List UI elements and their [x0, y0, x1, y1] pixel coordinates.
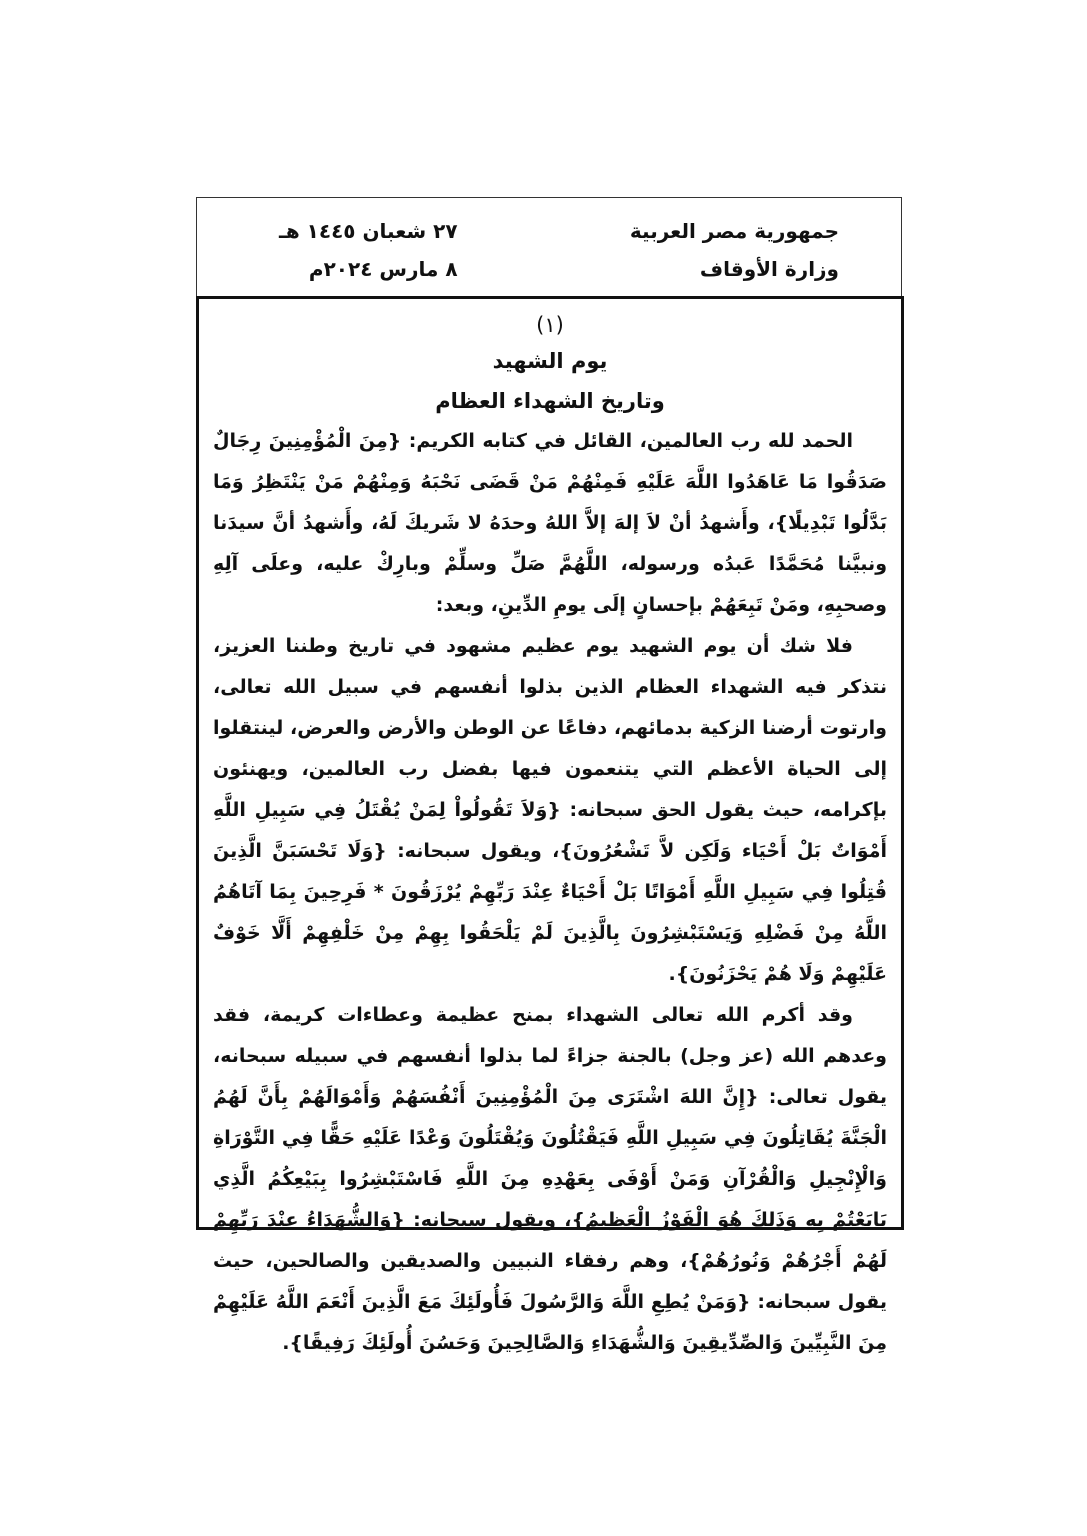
document-header — [196, 197, 902, 297]
section-number: (١) — [536, 313, 564, 337]
document-body — [196, 296, 904, 1354]
date-block — [279, 212, 458, 288]
issuer-block — [630, 212, 839, 288]
country-name: جمهورية مصر العربية — [629, 219, 839, 243]
gregorian-date: ٨ مارس ٢٠٢٤م — [308, 257, 458, 281]
paragraph-intro: الحمد لله رب العالمين، القائل في كتابه الكريم: {مِنَ الْمُؤْمِنِينَ رِجَالٌ صَدَقُوا مَا عَاهَدُوا اللَّهَ عَلَيْهِ فَمِنْهُمْ مَنْ قَضَى نَحْبَهُ وَمِنْهُمْ مَنْ يَنْتَظِرُ وَمَا بَدَّلُوا تَبْدِيلًا}، وأَشهدُ أنْ لاَ إلهَ إلاَّ اللهُ وحدَهُ لا شَريكَ لَهُ، وأَشهدُ أنَّ سيدَنا ونبيَّنا مُحَمَّدًا عَبدُه ورسوله، اللَّهُمَّ صَلِّ وسلِّمْ وبارِكْ عليه، وعلَى آلِهِ وصحبِهِ، ومَنْ تَبِعَهُمْ بإحسانٍ إلَى يومِ الدِّينِ، وبعد: — [213, 430, 887, 616]
hijri-date: ٢٧ شعبان ١٤٤٥ هـ — [279, 219, 458, 243]
document-title: يوم الشهيد — [492, 349, 608, 373]
ministry-name: وزارة الأوقاف — [699, 257, 839, 281]
paragraph-martyrs-honor: وقد أكرم الله تعالى الشهداء بمنح عظيمة وعطاءات كريمة، فقد وعدهم الله (عز وجل) بالجنة جزاءً لما بذلوا أنفسهم في سبيله سبحانه، يقول تعالى: {إِنَّ اللهَ اشْتَرَى مِنَ الْمُؤْمِنِينَ أَنْفُسَهُمْ وَأَمْوَالَهُمْ بِأَنَّ لَهُمُ الْجَنَّةَ يُقَاتِلُونَ فِي سَبِيلِ اللَّهِ فَيَقْتُلُونَ وَيُقْتَلُونَ وَعْدًا عَلَيْهِ حَقًّا فِي التَّوْرَاةِ وَالْإِنْجِيلِ وَالْقُرْآنِ وَمَنْ أَوْفَى بِعَهْدِهِ مِنَ اللَّهِ فَاسْتَبْشِرُوا بِبَيْعِكُمُ الَّذِي بَايَعْتُمْ بِهِ وَذَلِكَ هُوَ الْفَوْزُ الْعَظِيمُ}، ويقول سبحانه: {وَالشُّهَدَاءُ عِنْدَ رَبِّهِمْ لَهُمْ أَجْرُهُمْ وَنُورُهُمْ}، وهم رفقاء النبيين والصديقين والصالحين، حيث يقول سبحانه: {وَمَنْ يُطِعِ اللَّهَ وَالرَّسُولَ فَأُولَئِكَ مَعَ الَّذِينَ أَنْعَمَ اللَّهُ عَلَيْهِمْ مِنَ النَّبِيِّينَ وَالصِّدِّيقِينَ وَالشُّهَدَاءِ وَالصَّالِحِينَ وَحَسُنَ أُولَئِكَ رَفِيقًا}. — [213, 1004, 887, 1354]
document-subtitle: وتاريخ الشهداء العظام — [435, 389, 665, 413]
paragraph-martyrs-day: فلا شك أن يوم الشهيد يوم عظيم مشهود في تاريخ وطننا العزيز، نتذكر فيه الشهداء العظام الذين بذلوا أنفسهم في سبيل الله تعالى، وارتوت أرضنا الزكية بدمائهم، دفاعًا عن الوطن والأرض والعرض، لينتقلوا إلى الحياة الأعظم التي يتنعمون فيها بفضل رب العالمين، ويهنئون بإكرامه، حيث يقول الحق سبحانه: {وَلاَ تَقُولُواْ لِمَنْ يُقْتَلُ فِي سَبِيلِ اللَّهِ أَمْوَاتٌ بَلْ أَحْيَاء وَلَكِن لاَّ تَشْعُرُونَ}، ويقول سبحانه: {وَلَا تَحْسَبَنَّ الَّذِينَ قُتِلُوا فِي سَبِيلِ اللَّهِ أَمْوَاتًا بَلْ أَحْيَاءٌ عِنْدَ رَبِّهِمْ يُرْزَقُونَ * فَرِحِينَ بِمَا آتَاهُمُ اللَّهُ مِنْ فَضْلِهِ وَيَسْتَبْشِرُونَ بِالَّذِينَ لَمْ يَلْحَقُوا بِهِمْ مِنْ خَلْفِهِمْ أَلَّا خَوْفٌ عَلَيْهِمْ وَلَا هُمْ يَحْزَنُونَ}. — [213, 635, 887, 985]
